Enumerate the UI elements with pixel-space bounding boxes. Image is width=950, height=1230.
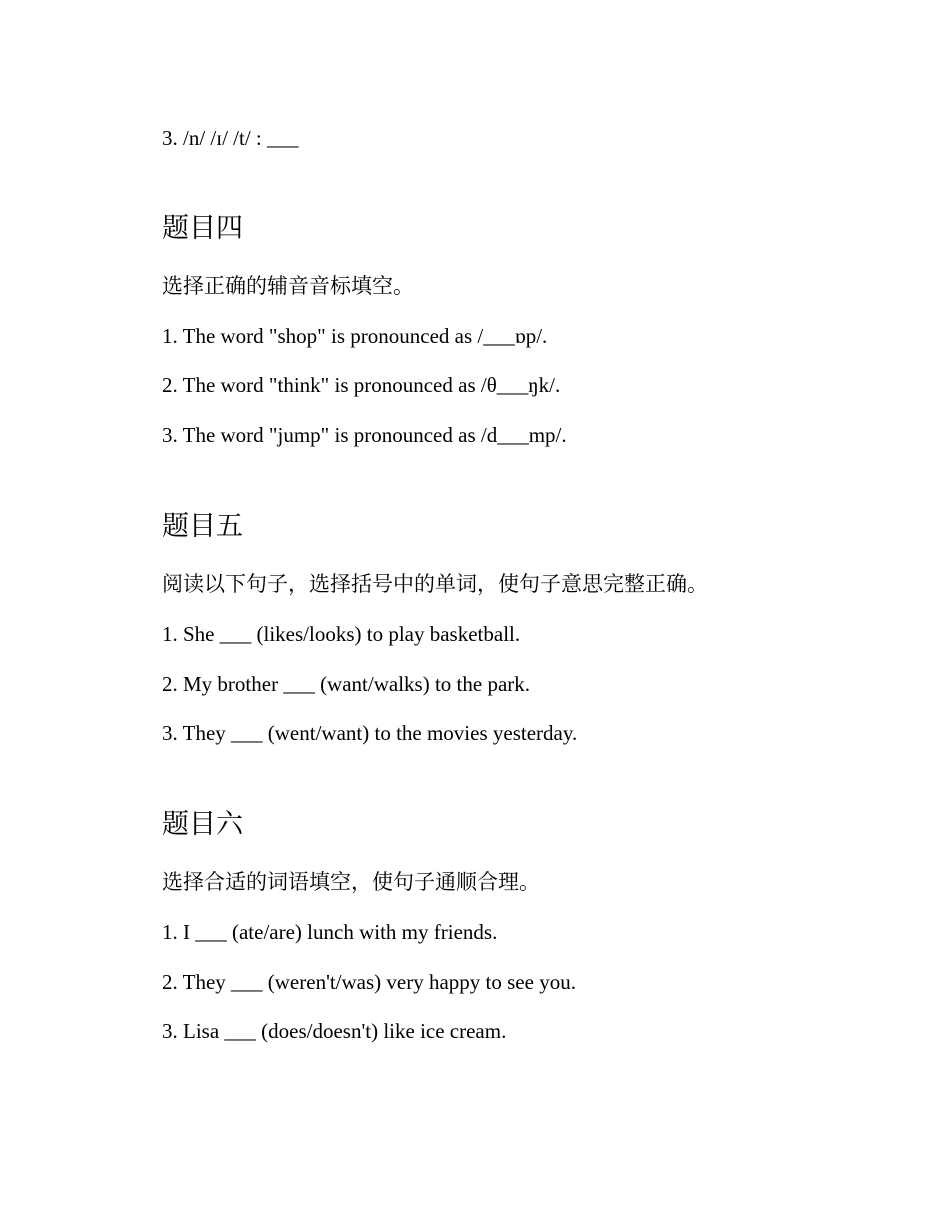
question-item: 3. Lisa ___ (does/doesn't) like ice cream.: [162, 1019, 507, 1043]
section-title-4: 题目四: [162, 213, 243, 244]
section-title-5: 题目五: [162, 511, 243, 542]
section-instruction-4: 选择正确的辅音音标填空。: [162, 274, 414, 298]
question-item: 2. The word "think" is pronounced as /θ___ŋk/.: [162, 373, 561, 397]
section-title-6: 题目六: [162, 809, 243, 840]
question-item: 1. She ___ (likes/looks) to play basketball.: [162, 622, 521, 646]
section-instruction-5: 阅读以下句子，选择括号中的单词，使句子意思完整正确。: [162, 572, 708, 596]
question-item: 2. My brother ___ (want/walks) to the park.: [162, 672, 531, 696]
section-instruction-6: 选择合适的词语填空，使句子通顺合理。: [162, 870, 540, 894]
question-item: 1. I ___ (ate/are) lunch with my friends.: [162, 920, 498, 944]
document-page: [162, 0, 922, 1230]
question-item-3-prev: 3. /n/ /ɪ/ /t/ : ___: [162, 126, 299, 150]
question-item: 2. They ___ (weren't/was) very happy to see you.: [162, 970, 576, 994]
question-item: 3. The word "jump" is pronounced as /d___mp/.: [162, 423, 567, 447]
question-item: 3. They ___ (went/want) to the movies yesterday.: [162, 721, 578, 745]
question-item: 1. The word "shop" is pronounced as /___ɒp/.: [162, 324, 548, 348]
